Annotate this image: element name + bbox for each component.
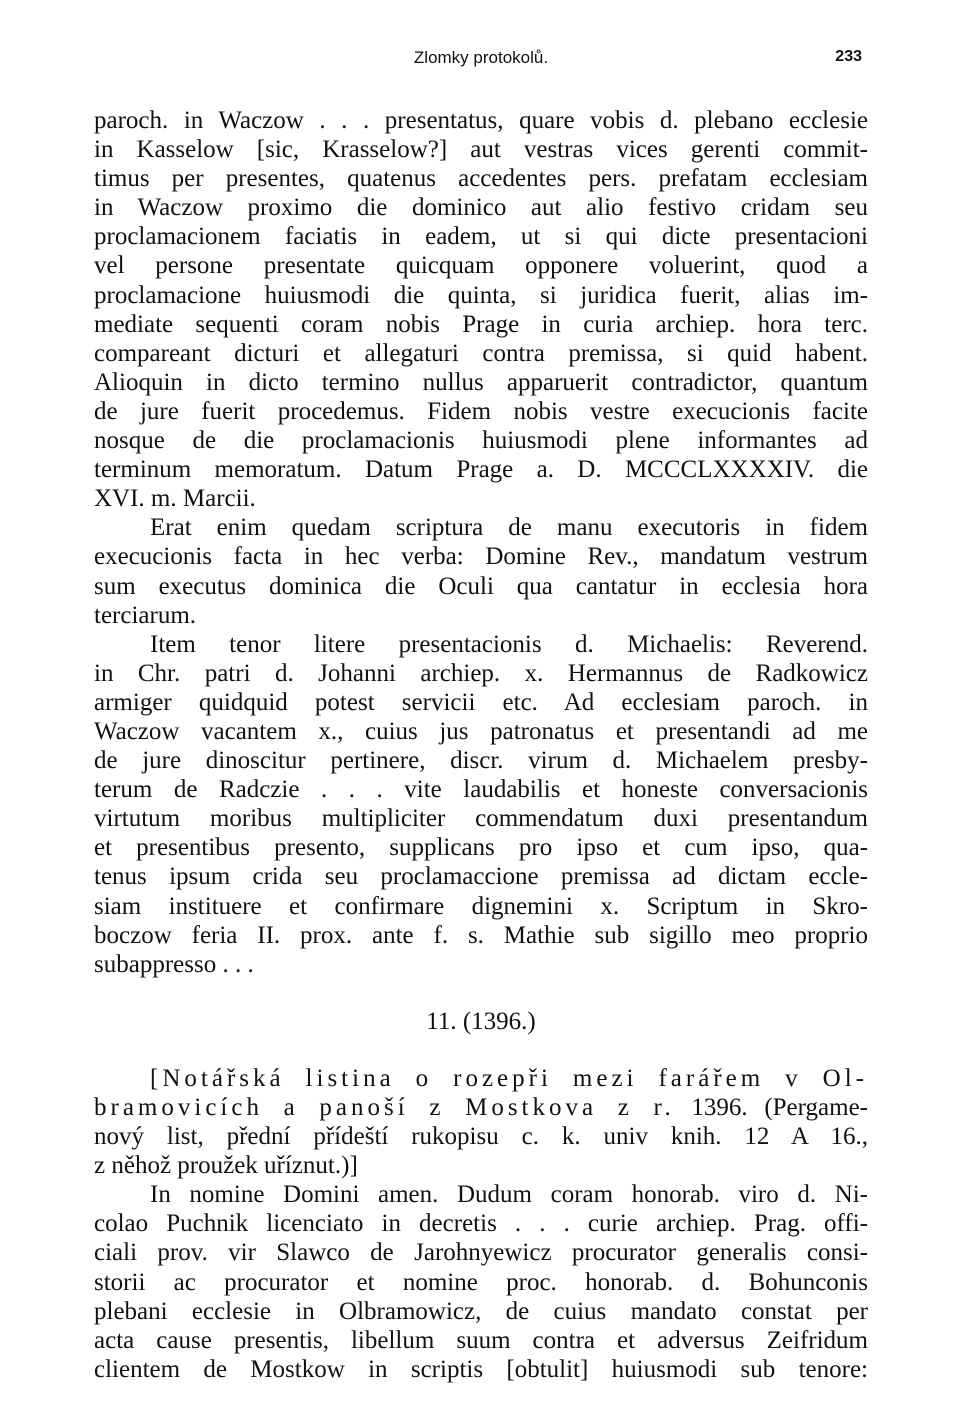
text-line: terum de Radczie . . . vite laudabilis et honeste conversacionis xyxy=(94,776,868,804)
text-line: plebani ecclesie in Olbramowicz, de cuius mandato constat per xyxy=(94,1297,868,1325)
summary-spaced-text: bramovicích a panoší z Mostkova z r. xyxy=(94,1094,675,1121)
text-line: In nomine Domini amen. Dudum coram honorab. viro d. Ni- xyxy=(150,1181,868,1209)
text-line: proclamacione huiusmodi die quinta, si juridica fuerit, alias im- xyxy=(94,281,868,309)
text-line: subappresso . . . xyxy=(94,950,254,978)
summary-line: nový list, přední přídeští rukopisu c. k. univ knih. 12 A 16., xyxy=(94,1123,868,1151)
text-line: de jure fuerit procedemus. Fidem nobis vestre execucionis facite xyxy=(94,397,868,425)
text-line: acta cause presentis, libellum suum contra et adversus Zeifridum xyxy=(94,1326,868,1354)
text-line: storii ac procurator et nomine proc. honorab. d. Bohunconis xyxy=(94,1268,868,1296)
text-line: Waczow vacantem x., cuius jus patronatus et presentandi ad me xyxy=(94,717,868,745)
text-line: terminum memoratum. Datum Prage a. D. MCCCLXXXXIV. die xyxy=(94,456,868,484)
text-line: in Kasselow [sic, Krasselow?] aut vestras vices gerenti commit- xyxy=(94,136,868,164)
summary-line: z něhož proužek uříznut.)] xyxy=(94,1152,358,1180)
text-line: siam instituere et confirmare dignemini x. Scriptum in Skro- xyxy=(94,892,868,920)
summary-line xyxy=(94,1093,868,1122)
text-line: tenus ipsum crida seu proclamaccione premissa ad dictam eccle- xyxy=(94,863,868,891)
text-line: Item tenor litere presentacionis d. Michaelis: Reverend. xyxy=(150,630,868,658)
running-title: Zlomky protokolů. xyxy=(413,48,549,67)
document-page xyxy=(94,44,868,1384)
summary-spaced-text: [Notářská listina o rozepři mezi farářem v Ol- xyxy=(150,1064,868,1092)
page-number: 233 xyxy=(835,48,862,65)
text-line: ciali prov. vir Slawco de Jarohnyewicz procurator generalis consi- xyxy=(94,1239,868,1267)
text-line: in Waczow proximo die dominico aut alio festivo cridam seu xyxy=(94,194,868,222)
text-line: de jure dinoscitur pertinere, discr. virum d. Michaelem presby- xyxy=(94,747,868,775)
summary-text: 1396. (Pergame- xyxy=(691,1094,868,1121)
text-line: boczow feria II. prox. ante f. s. Mathie sub sigillo meo proprio xyxy=(94,921,868,949)
body-text xyxy=(94,106,868,979)
text-line: virtutum moribus multipliciter commendatum duxi presentandum xyxy=(94,805,868,833)
summary-line xyxy=(94,1064,868,1093)
text-line: Erat enim quedam scriptura de manu executoris in fidem xyxy=(150,514,868,542)
text-line: execucionis facta in hec verba: Domine Rev., mandatum vestrum xyxy=(94,543,868,571)
text-line: in Chr. patri d. Johanni archiep. x. Hermannus de Radkowicz xyxy=(94,659,868,687)
section-heading: 11. (1396.) xyxy=(426,1007,536,1035)
text-line: proclamacionem faciatis in eadem, ut si qui dicte presentacioni xyxy=(94,223,868,251)
text-line: vel persone presentate quicquam opponere voluerint, quod a xyxy=(94,252,868,280)
summary-block xyxy=(94,1064,868,1180)
text-line: Alioquin in dicto termino nullus apparuerit contradictor, quantum xyxy=(94,368,868,396)
text-line: sum executus dominica die Oculi qua cantatur in ecclesia hora xyxy=(94,572,868,600)
text-line: colao Puchnik licenciato in decretis . . . curie archiep. Prag. offi- xyxy=(94,1210,868,1238)
text-line: et presentibus presento, supplicans pro ipso et cum ipso, qua- xyxy=(94,834,868,862)
text-line: nosque de die proclamacionis huiusmodi plene informantes ad xyxy=(94,427,868,455)
text-line: XVI. m. Marcii. xyxy=(94,485,256,513)
body-text-2 xyxy=(94,1180,868,1384)
running-head xyxy=(94,44,868,76)
text-line: terciarum. xyxy=(94,601,197,629)
text-line: timus per presentes, quatenus accedentes pers. prefatam ecclesiam xyxy=(94,165,868,193)
text-line: armiger quidquid potest servicii etc. Ad ecclesiam paroch. in xyxy=(94,688,868,716)
text-line: mediate sequenti coram nobis Prage in curia archiep. hora terc. xyxy=(94,310,868,338)
text-line: compareant dicturi et allegaturi contra premissa, si quid habent. xyxy=(94,339,868,367)
text-line: paroch. in Waczow . . . presentatus, quare vobis d. plebano ecclesie xyxy=(94,107,868,134)
text-line: clientem de Mostkow in scriptis [obtulit] huiusmodi sub tenore: xyxy=(94,1355,868,1383)
